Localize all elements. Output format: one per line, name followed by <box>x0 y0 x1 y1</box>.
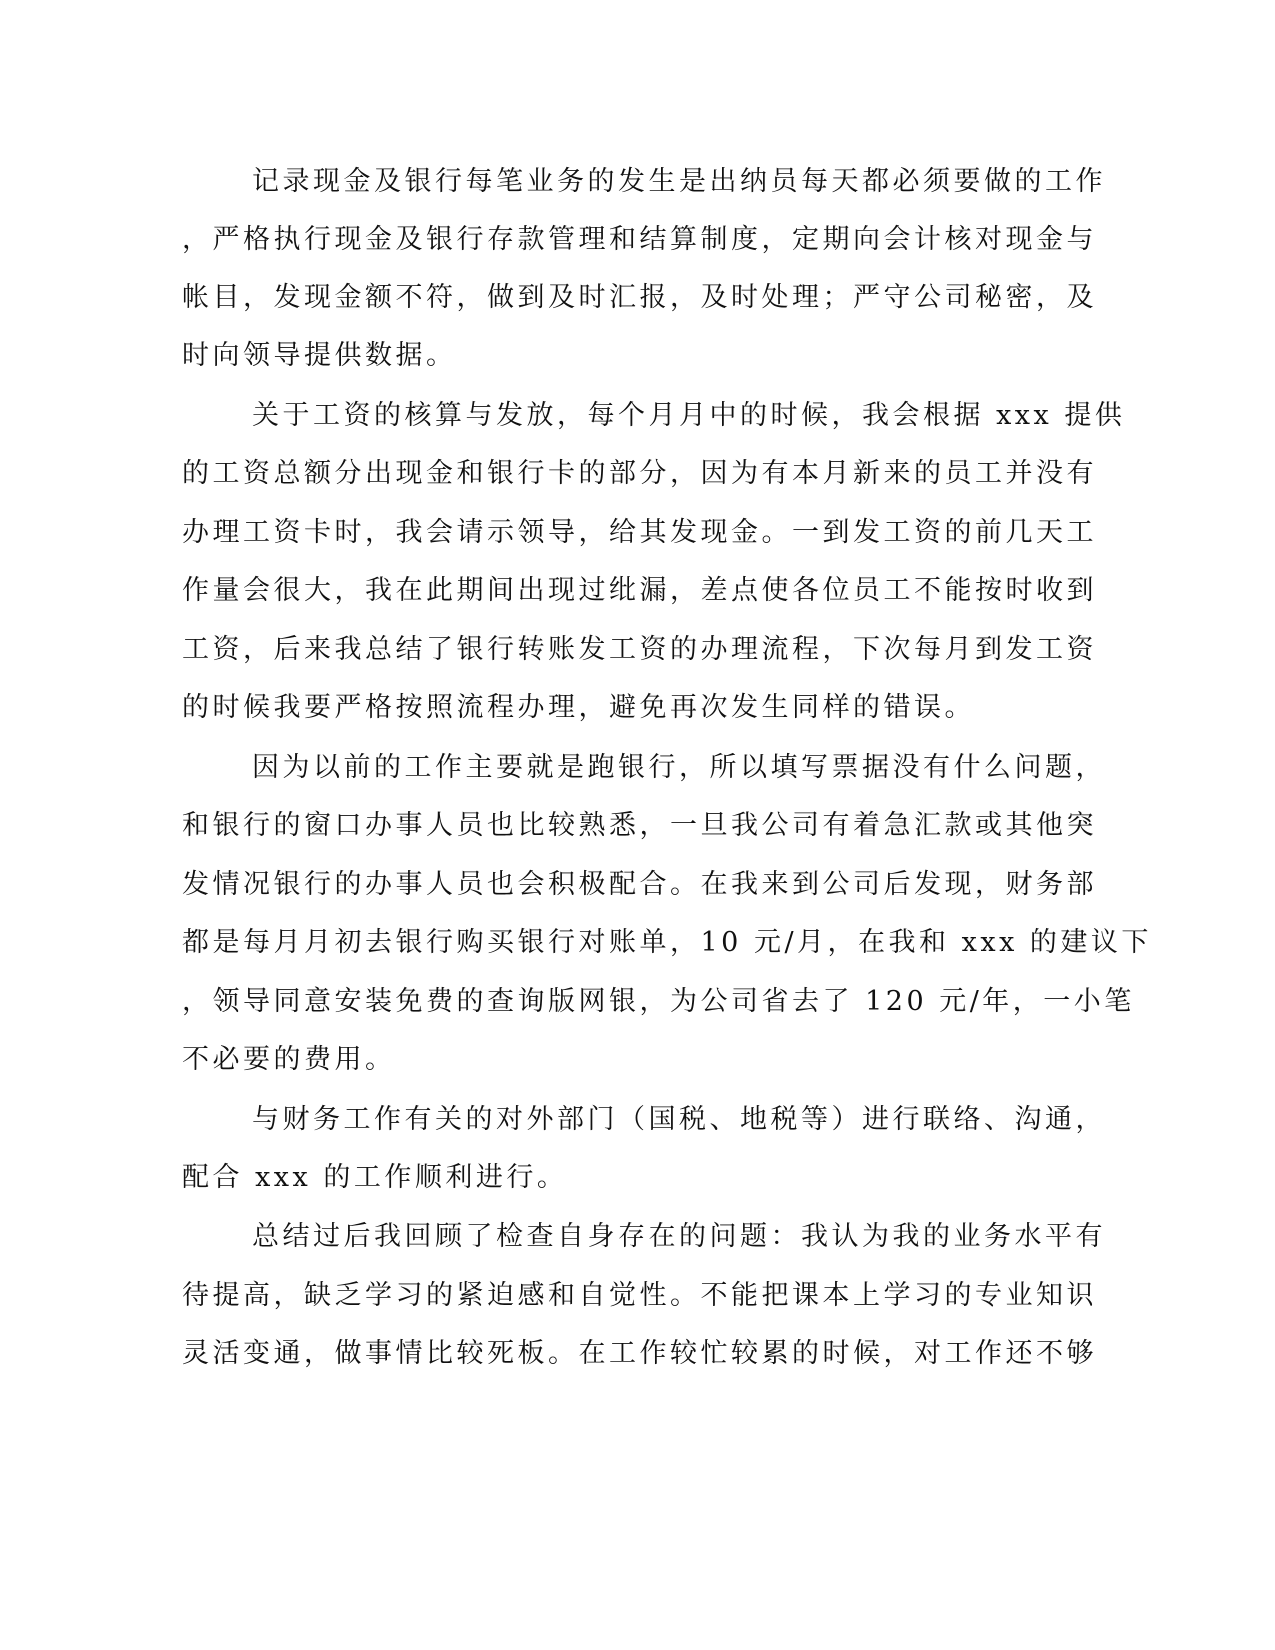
text-line: 的工资总额分出现金和银行卡的部分，因为有本月新来的员工并没有 <box>182 458 1097 489</box>
text-line: ，领导同意安装免费的查询版网银，为公司省去了 120 元/年，一小笔 <box>182 986 1135 1017</box>
text-line: 工资，后来我总结了银行转账发工资的办理流程，下次每月到发工资 <box>182 634 1097 665</box>
text-line: 办理工资卡时，我会请示领导，给其发现金。一到发工资的前几天工 <box>182 517 1097 548</box>
text-line: ，严格执行现金及银行存款管理和结算制度，定期向会计核对现金与 <box>182 224 1097 255</box>
text-line: 总结过后我回顾了检查自身存在的问题：我认为我的业务水平有 <box>252 1221 1106 1252</box>
text-line: 都是每月月初去银行购买银行对账单，10 元/月，在我和 xxx 的建议下 <box>182 927 1152 958</box>
text-line: 因为以前的工作主要就是跑银行，所以填写票据没有什么问题， <box>252 752 1106 783</box>
text-line: 和银行的窗口办事人员也比较熟悉，一旦我公司有着急汇款或其他突 <box>182 810 1097 841</box>
text-line: 的时候我要严格按照流程办理，避免再次发生同样的错误。 <box>182 692 975 723</box>
text-line: 作量会很大，我在此期间出现过纰漏，差点使各位员工不能按时收到 <box>182 575 1097 606</box>
text-line: 灵活变通，做事情比较死板。在工作较忙较累的时候，对工作还不够 <box>182 1338 1097 1369</box>
text-line: 帐目，发现金额不符，做到及时汇报，及时处理；严守公司秘密，及 <box>182 282 1097 313</box>
text-line: 记录现金及银行每笔业务的发生是出纳员每天都必须要做的工作 <box>252 166 1106 197</box>
text-line: 配合 xxx 的工作顺利进行。 <box>182 1162 568 1193</box>
text-line: 发情况银行的办事人员也会积极配合。在我来到公司后发现，财务部 <box>182 869 1097 900</box>
text-line: 与财务工作有关的对外部门（国税、地税等）进行联络、沟通， <box>252 1104 1106 1135</box>
text-line: 时向领导提供数据。 <box>182 340 457 371</box>
text-line: 待提高，缺乏学习的紧迫感和自觉性。不能把课本上学习的专业知识 <box>182 1280 1097 1311</box>
text-line: 不必要的费用。 <box>182 1044 396 1075</box>
text-line: 关于工资的核算与发放，每个月月中的时候，我会根据 xxx 提供 <box>252 400 1126 431</box>
